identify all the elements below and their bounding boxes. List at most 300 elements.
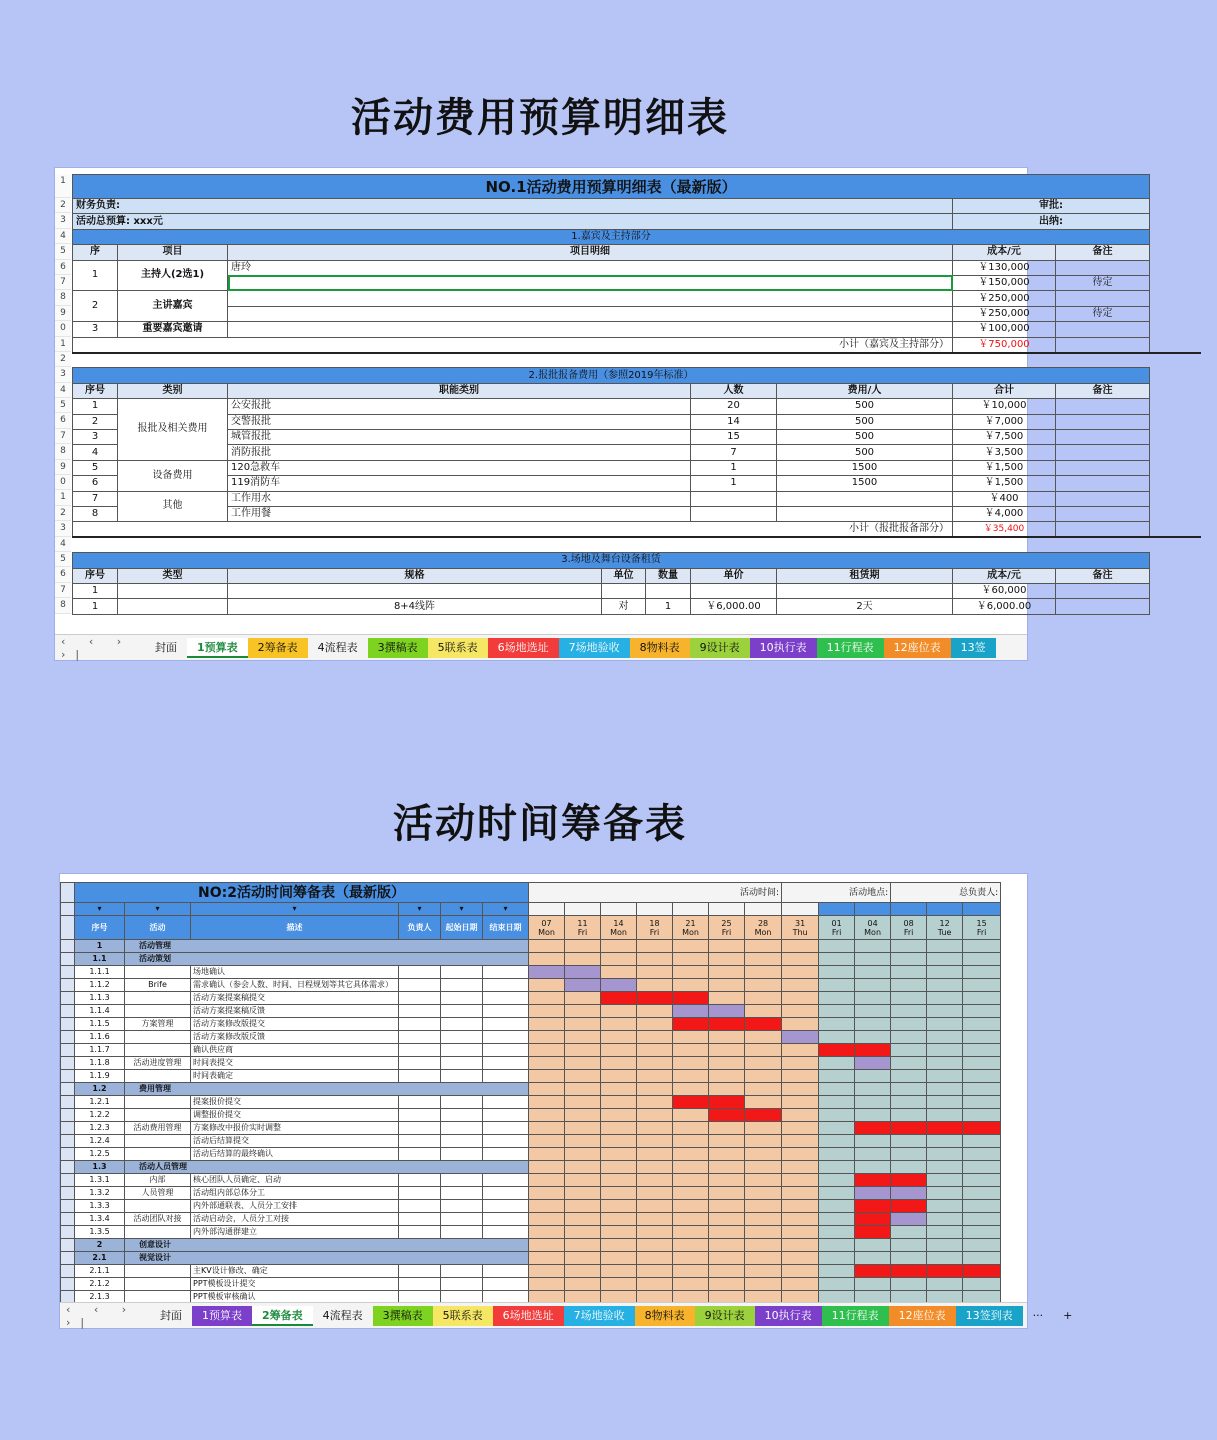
task-cell[interactable] <box>441 1135 483 1148</box>
s2-total[interactable]: ￥1,500 <box>953 476 1056 491</box>
gantt-cell[interactable] <box>891 1109 927 1122</box>
gantt-cell[interactable] <box>601 1057 637 1070</box>
gantt-cell[interactable] <box>963 1135 1001 1148</box>
task-cell[interactable] <box>483 1174 529 1187</box>
s2-function[interactable]: 交警报批 <box>228 414 691 429</box>
task-cell[interactable] <box>399 979 441 992</box>
task-activity[interactable] <box>125 1278 191 1291</box>
task-no[interactable]: 1.3.2 <box>75 1187 125 1200</box>
gantt-cell[interactable] <box>529 1083 565 1096</box>
gantt-cell[interactable] <box>782 1044 819 1057</box>
task-description[interactable]: PPT模板审核确认 <box>191 1291 399 1304</box>
task-activity[interactable]: 人员管理 <box>125 1187 191 1200</box>
sheet-tab[interactable]: 3撰稿表 <box>373 1306 433 1326</box>
s2-people[interactable]: 7 <box>691 445 777 460</box>
gantt-cell[interactable] <box>855 1226 891 1239</box>
task-cell[interactable] <box>483 992 529 1005</box>
task-activity[interactable] <box>125 966 191 979</box>
gantt-cell[interactable] <box>855 1083 891 1096</box>
gantt-cell[interactable] <box>819 1083 855 1096</box>
gantt-cell[interactable] <box>782 1278 819 1291</box>
s2-note[interactable] <box>1056 399 1150 414</box>
s3-period[interactable]: 2天 <box>777 599 953 614</box>
gantt-cell[interactable] <box>565 1278 601 1291</box>
gantt-cell[interactable] <box>601 1031 637 1044</box>
row-number[interactable]: 8 <box>55 290 71 305</box>
gantt-cell[interactable] <box>855 1187 891 1200</box>
s3-no[interactable]: 1 <box>73 599 118 614</box>
gantt-cell[interactable] <box>891 1278 927 1291</box>
gantt-cell[interactable] <box>565 1031 601 1044</box>
row-number[interactable]: 7 <box>55 275 71 290</box>
gantt-cell[interactable] <box>673 1057 709 1070</box>
s3-qty[interactable]: 1 <box>646 599 691 614</box>
task-activity[interactable] <box>125 1031 191 1044</box>
task-cell[interactable] <box>441 1031 483 1044</box>
gantt-cell[interactable] <box>927 1031 963 1044</box>
task-no[interactable]: 2.1.2 <box>75 1278 125 1291</box>
gantt-cell[interactable] <box>891 1200 927 1213</box>
gantt-cell[interactable] <box>855 1109 891 1122</box>
gantt-cell[interactable] <box>673 1174 709 1187</box>
gantt-cell[interactable] <box>927 1148 963 1161</box>
gantt-cell[interactable] <box>819 1031 855 1044</box>
gantt-cell[interactable] <box>855 1200 891 1213</box>
gantt-cell[interactable] <box>891 1265 927 1278</box>
gantt-cell[interactable] <box>529 1265 565 1278</box>
gantt-cell[interactable] <box>673 1070 709 1083</box>
task-activity[interactable] <box>125 1148 191 1161</box>
filter-dropdown-icon[interactable]: ▾ <box>75 903 125 916</box>
gantt-cell[interactable] <box>565 1109 601 1122</box>
gantt-cell[interactable] <box>891 1187 927 1200</box>
gantt-cell[interactable] <box>565 1057 601 1070</box>
task-no[interactable]: 1.3.4 <box>75 1213 125 1226</box>
task-no[interactable]: 1.1.5 <box>75 1018 125 1031</box>
task-cell[interactable] <box>399 1278 441 1291</box>
gantt-cell[interactable] <box>709 1135 745 1148</box>
gantt-cell[interactable] <box>673 1265 709 1278</box>
task-description[interactable]: 活动方案提案稿提交 <box>191 992 399 1005</box>
gantt-cell[interactable] <box>927 992 963 1005</box>
gantt-cell[interactable] <box>709 1226 745 1239</box>
gantt-cell[interactable] <box>745 1265 782 1278</box>
task-no[interactable]: 1.2.5 <box>75 1148 125 1161</box>
gantt-cell[interactable] <box>819 1109 855 1122</box>
task-description[interactable]: 核心团队人员确定、启动 <box>191 1174 399 1187</box>
gantt-cell[interactable] <box>855 979 891 992</box>
s3-type[interactable] <box>118 583 228 598</box>
gantt-cell[interactable] <box>709 1200 745 1213</box>
finance-label[interactable]: 财务负责: <box>73 199 953 214</box>
gantt-cell[interactable] <box>601 1109 637 1122</box>
gantt-cell[interactable] <box>855 1148 891 1161</box>
s2-function[interactable]: 119消防车 <box>228 476 691 491</box>
gantt-cell[interactable] <box>819 1161 855 1174</box>
gantt-cell[interactable] <box>819 1018 855 1031</box>
s2-note[interactable] <box>1056 429 1150 444</box>
s2-total[interactable]: ￥7,500 <box>953 429 1056 444</box>
gantt-cell[interactable] <box>927 1252 963 1265</box>
gantt-cell[interactable] <box>963 1239 1001 1252</box>
sec1-detail-3[interactable] <box>228 291 953 306</box>
gantt-cell[interactable] <box>963 1070 1001 1083</box>
sec2-subtotal-value[interactable]: ￥35,400 <box>953 522 1056 538</box>
task-description[interactable]: 活动启动会，人员分工对接 <box>191 1213 399 1226</box>
gantt-cell[interactable] <box>709 953 745 966</box>
gantt-cell[interactable] <box>529 1161 565 1174</box>
gantt-cell[interactable] <box>709 1083 745 1096</box>
gantt-cell[interactable] <box>927 1265 963 1278</box>
gantt-cell[interactable] <box>673 1135 709 1148</box>
task-activity[interactable]: 活动费用管理 <box>125 1122 191 1135</box>
task-no[interactable]: 2.1.1 <box>75 1265 125 1278</box>
s2-note[interactable] <box>1056 506 1150 521</box>
gantt-cell[interactable] <box>782 992 819 1005</box>
gantt-cell[interactable] <box>782 953 819 966</box>
gantt-cell[interactable] <box>565 1200 601 1213</box>
gantt-cell[interactable] <box>745 979 782 992</box>
task-activity[interactable]: 活动团队对接 <box>125 1213 191 1226</box>
task-description[interactable]: 时间表提交 <box>191 1057 399 1070</box>
gantt-cell[interactable] <box>963 1187 1001 1200</box>
task-description[interactable]: 确认供应商 <box>191 1044 399 1057</box>
task-cell[interactable] <box>399 966 441 979</box>
task-cell[interactable] <box>441 1187 483 1200</box>
task-activity[interactable]: 内部 <box>125 1174 191 1187</box>
gantt-cell[interactable] <box>855 1265 891 1278</box>
gantt-cell[interactable] <box>709 1096 745 1109</box>
gantt-cell[interactable] <box>963 1096 1001 1109</box>
gantt-cell[interactable] <box>673 1044 709 1057</box>
s3-unit[interactable] <box>602 583 646 598</box>
gantt-cell[interactable] <box>637 1044 673 1057</box>
s3-note[interactable] <box>1056 583 1150 598</box>
filter-dropdown-icon[interactable]: ▾ <box>441 903 483 916</box>
gantt-cell[interactable] <box>782 1031 819 1044</box>
gantt-cell[interactable] <box>565 1083 601 1096</box>
gantt-cell[interactable] <box>601 1226 637 1239</box>
gantt-cell[interactable] <box>745 1083 782 1096</box>
gantt-cell[interactable] <box>927 1044 963 1057</box>
s2-fee[interactable]: 500 <box>777 414 953 429</box>
task-cell[interactable] <box>441 1018 483 1031</box>
task-description[interactable]: 活动方案修改版反馈 <box>191 1031 399 1044</box>
task-no[interactable]: 1.1.3 <box>75 992 125 1005</box>
task-cell[interactable] <box>441 1109 483 1122</box>
gantt-cell[interactable] <box>709 1213 745 1226</box>
gantt-cell[interactable] <box>637 1174 673 1187</box>
gantt-cell[interactable] <box>601 1083 637 1096</box>
task-cell[interactable] <box>483 1148 529 1161</box>
selected-cell[interactable] <box>228 275 953 290</box>
gantt-cell[interactable] <box>601 1070 637 1083</box>
gantt-cell[interactable] <box>819 1135 855 1148</box>
row-number[interactable]: 8 <box>55 598 71 613</box>
task-no[interactable]: 1.1.4 <box>75 1005 125 1018</box>
sheet-tab[interactable]: 1预算表 <box>192 1306 252 1326</box>
gantt-cell[interactable] <box>927 1213 963 1226</box>
task-cell[interactable] <box>483 1226 529 1239</box>
gantt-cell[interactable] <box>891 1239 927 1252</box>
gantt-cell[interactable] <box>927 1109 963 1122</box>
gantt-cell[interactable] <box>709 1122 745 1135</box>
gantt-cell[interactable] <box>565 966 601 979</box>
row-number[interactable]: 2 <box>55 198 71 213</box>
gantt-cell[interactable] <box>745 1239 782 1252</box>
task-cell[interactable] <box>399 1265 441 1278</box>
gantt-cell[interactable] <box>782 1148 819 1161</box>
gantt-cell[interactable] <box>709 1031 745 1044</box>
total-budget-label[interactable]: 活动总预算: xxx元 <box>73 214 953 229</box>
gantt-cell[interactable] <box>891 1005 927 1018</box>
sec1-note-2[interactable]: 待定 <box>1056 275 1150 290</box>
section-title[interactable]: 活动人员管理 <box>125 1161 529 1174</box>
task-description[interactable]: 方案修改中报价实时调整 <box>191 1122 399 1135</box>
gantt-cell[interactable] <box>819 1096 855 1109</box>
gantt-cell[interactable] <box>927 1200 963 1213</box>
task-cell[interactable] <box>483 1005 529 1018</box>
sec1-item-speaker[interactable]: 主讲嘉宾 <box>118 291 228 322</box>
gantt-cell[interactable] <box>565 940 601 953</box>
gantt-cell[interactable] <box>782 1200 819 1213</box>
s3-price[interactable]: ￥6,000.00 <box>691 599 777 614</box>
gantt-cell[interactable] <box>637 1239 673 1252</box>
task-cell[interactable] <box>483 966 529 979</box>
gantt-cell[interactable] <box>891 940 927 953</box>
section-no[interactable]: 1 <box>75 940 125 953</box>
row-number[interactable]: 1 <box>55 337 71 352</box>
task-activity[interactable] <box>125 1044 191 1057</box>
gantt-cell[interactable] <box>529 1187 565 1200</box>
sheet-tab[interactable]: 封面 <box>155 640 177 654</box>
gantt-cell[interactable] <box>709 1252 745 1265</box>
sheet-tab[interactable]: ··· <box>1032 1308 1044 1322</box>
section-title[interactable]: 活动策划 <box>125 953 529 966</box>
sheet-tab[interactable]: 6场地选址 <box>493 1306 564 1326</box>
gantt-cell[interactable] <box>891 1226 927 1239</box>
task-cell[interactable] <box>441 979 483 992</box>
sheet-tab[interactable]: 8物料表 <box>630 638 690 658</box>
row-number[interactable]: 4 <box>55 537 71 552</box>
task-activity[interactable] <box>125 1005 191 1018</box>
filter-dropdown-icon[interactable]: ▾ <box>399 903 441 916</box>
row-number[interactable]: 8 <box>55 444 71 459</box>
s2-total[interactable]: ￥10,000 <box>953 399 1056 414</box>
gantt-cell[interactable] <box>709 1109 745 1122</box>
sheet-tab[interactable]: 4流程表 <box>313 1306 373 1326</box>
gantt-cell[interactable] <box>565 1213 601 1226</box>
gantt-cell[interactable] <box>601 1161 637 1174</box>
gantt-cell[interactable] <box>927 1005 963 1018</box>
sheet-tab[interactable]: 13签到表 <box>956 1306 1023 1326</box>
gantt-cell[interactable] <box>637 1161 673 1174</box>
gantt-cell[interactable] <box>927 940 963 953</box>
gantt-cell[interactable] <box>855 1096 891 1109</box>
task-cell[interactable] <box>483 1044 529 1057</box>
s3-unit[interactable]: 对 <box>602 599 646 614</box>
s2-note[interactable] <box>1056 414 1150 429</box>
gantt-cell[interactable] <box>819 1239 855 1252</box>
gantt-cell[interactable] <box>855 1161 891 1174</box>
gantt-cell[interactable] <box>819 1213 855 1226</box>
gantt-cell[interactable] <box>819 1226 855 1239</box>
task-cell[interactable] <box>483 1213 529 1226</box>
gantt-cell[interactable] <box>891 1161 927 1174</box>
task-no[interactable]: 1.1.7 <box>75 1044 125 1057</box>
row-number[interactable]: 4 <box>55 229 71 244</box>
section-title[interactable]: 视觉设计 <box>125 1252 529 1265</box>
gantt-cell[interactable] <box>529 1135 565 1148</box>
gantt-cell[interactable] <box>782 940 819 953</box>
row-number[interactable]: 0 <box>55 475 71 490</box>
row-number[interactable]: 0 <box>55 321 71 336</box>
gantt-cell[interactable] <box>819 1044 855 1057</box>
task-description[interactable]: 时间表确定 <box>191 1070 399 1083</box>
s2-category[interactable]: 设备费用 <box>118 460 228 491</box>
task-cell[interactable] <box>399 1044 441 1057</box>
gantt-cell[interactable] <box>855 1018 891 1031</box>
gantt-cell[interactable] <box>601 1044 637 1057</box>
empty-cell[interactable] <box>1056 337 1150 353</box>
gantt-cell[interactable] <box>529 1213 565 1226</box>
gantt-cell[interactable] <box>855 1278 891 1291</box>
gantt-cell[interactable] <box>745 1187 782 1200</box>
gantt-cell[interactable] <box>891 1018 927 1031</box>
gantt-cell[interactable] <box>565 1187 601 1200</box>
gantt-cell[interactable] <box>891 966 927 979</box>
gantt-cell[interactable] <box>601 1135 637 1148</box>
task-cell[interactable] <box>483 1265 529 1278</box>
gantt-cell[interactable] <box>745 1122 782 1135</box>
gantt-cell[interactable] <box>565 1252 601 1265</box>
gantt-cell[interactable] <box>963 1252 1001 1265</box>
gantt-cell[interactable] <box>745 940 782 953</box>
gantt-cell[interactable] <box>963 1057 1001 1070</box>
gantt-cell[interactable] <box>745 1057 782 1070</box>
sec1-cost-1[interactable]: ￥130,000 <box>953 260 1056 275</box>
s2-no[interactable]: 7 <box>73 491 118 506</box>
s2-fee[interactable]: 1500 <box>777 476 953 491</box>
s2-fee[interactable] <box>777 506 953 521</box>
s2-no[interactable]: 6 <box>73 476 118 491</box>
gantt-cell[interactable] <box>673 1005 709 1018</box>
gantt-cell[interactable] <box>601 1148 637 1161</box>
s3-spec[interactable] <box>228 583 602 598</box>
gantt-cell[interactable] <box>891 1148 927 1161</box>
gantt-cell[interactable] <box>673 1031 709 1044</box>
gantt-cell[interactable] <box>819 1148 855 1161</box>
s2-fee[interactable] <box>777 491 953 506</box>
gantt-cell[interactable] <box>745 1005 782 1018</box>
section-no[interactable]: 1.1 <box>75 953 125 966</box>
gantt-cell[interactable] <box>673 1161 709 1174</box>
gantt-cell[interactable] <box>855 1213 891 1226</box>
gantt-cell[interactable] <box>529 966 565 979</box>
task-cell[interactable] <box>441 1226 483 1239</box>
gantt-cell[interactable] <box>782 1135 819 1148</box>
sec1-note-3[interactable] <box>1056 291 1150 306</box>
gantt-cell[interactable] <box>927 1278 963 1291</box>
task-cell[interactable] <box>399 1109 441 1122</box>
cashier-label[interactable]: 出纳: <box>953 214 1150 229</box>
gantt-cell[interactable] <box>963 940 1001 953</box>
sheet-tab[interactable]: 9设计表 <box>695 1306 755 1326</box>
row-number[interactable]: 3 <box>55 521 71 536</box>
gantt-cell[interactable] <box>709 1278 745 1291</box>
gantt-cell[interactable] <box>927 1135 963 1148</box>
task-cell[interactable] <box>483 1018 529 1031</box>
gantt-cell[interactable] <box>745 1278 782 1291</box>
gantt-cell[interactable] <box>745 966 782 979</box>
gantt-cell[interactable] <box>529 1226 565 1239</box>
gantt-cell[interactable] <box>709 1174 745 1187</box>
gantt-cell[interactable] <box>673 940 709 953</box>
task-description[interactable]: 活动方案提案稿反馈 <box>191 1005 399 1018</box>
gantt-cell[interactable] <box>673 1187 709 1200</box>
task-cell[interactable] <box>399 1057 441 1070</box>
gantt-cell[interactable] <box>927 1161 963 1174</box>
gantt-cell[interactable] <box>745 1135 782 1148</box>
task-no[interactable]: 1.2.1 <box>75 1096 125 1109</box>
gantt-cell[interactable] <box>782 1070 819 1083</box>
section-title[interactable]: 活动管理 <box>125 940 529 953</box>
gantt-cell[interactable] <box>782 1252 819 1265</box>
gantt-cell[interactable] <box>819 992 855 1005</box>
task-cell[interactable] <box>399 1213 441 1226</box>
gantt-cell[interactable] <box>529 953 565 966</box>
task-activity[interactable] <box>125 1265 191 1278</box>
s3-type[interactable] <box>118 599 228 614</box>
section-no[interactable]: 1.2 <box>75 1083 125 1096</box>
s3-cost[interactable]: ￥60,000 <box>953 583 1056 598</box>
section-no[interactable]: 1.3 <box>75 1161 125 1174</box>
gantt-cell[interactable] <box>529 1278 565 1291</box>
task-activity[interactable] <box>125 1109 191 1122</box>
approve-label[interactable]: 审批: <box>953 199 1150 214</box>
gantt-cell[interactable] <box>601 1174 637 1187</box>
gantt-cell[interactable] <box>565 1044 601 1057</box>
gantt-cell[interactable] <box>819 1122 855 1135</box>
task-cell[interactable] <box>483 1200 529 1213</box>
s2-fee[interactable]: 500 <box>777 445 953 460</box>
gantt-cell[interactable] <box>963 992 1001 1005</box>
task-no[interactable]: 1.3.1 <box>75 1174 125 1187</box>
gantt-cell[interactable] <box>855 940 891 953</box>
gantt-cell[interactable] <box>963 1200 1001 1213</box>
gantt-cell[interactable] <box>745 1148 782 1161</box>
gantt-cell[interactable] <box>709 1057 745 1070</box>
s2-people[interactable] <box>691 491 777 506</box>
s2-total[interactable]: ￥4,000 <box>953 506 1056 521</box>
gantt-cell[interactable] <box>927 1174 963 1187</box>
gantt-cell[interactable] <box>601 1122 637 1135</box>
task-activity[interactable] <box>125 1226 191 1239</box>
sheet-tab[interactable]: 7场地验收 <box>564 1306 635 1326</box>
sheet-nav-arrows[interactable]: ‹ ‹ › ›| <box>61 634 132 661</box>
gantt-cell[interactable] <box>673 953 709 966</box>
gantt-cell[interactable] <box>673 1018 709 1031</box>
s2-function[interactable]: 120急救车 <box>228 460 691 475</box>
gantt-cell[interactable] <box>565 1265 601 1278</box>
s2-total[interactable]: ￥3,500 <box>953 445 1056 460</box>
s2-no[interactable]: 8 <box>73 506 118 521</box>
sheet-tab[interactable]: 13签 <box>951 638 996 658</box>
row-number[interactable]: 5 <box>55 552 71 567</box>
gantt-cell[interactable] <box>745 1213 782 1226</box>
gantt-cell[interactable] <box>529 1252 565 1265</box>
s2-people[interactable]: 15 <box>691 429 777 444</box>
